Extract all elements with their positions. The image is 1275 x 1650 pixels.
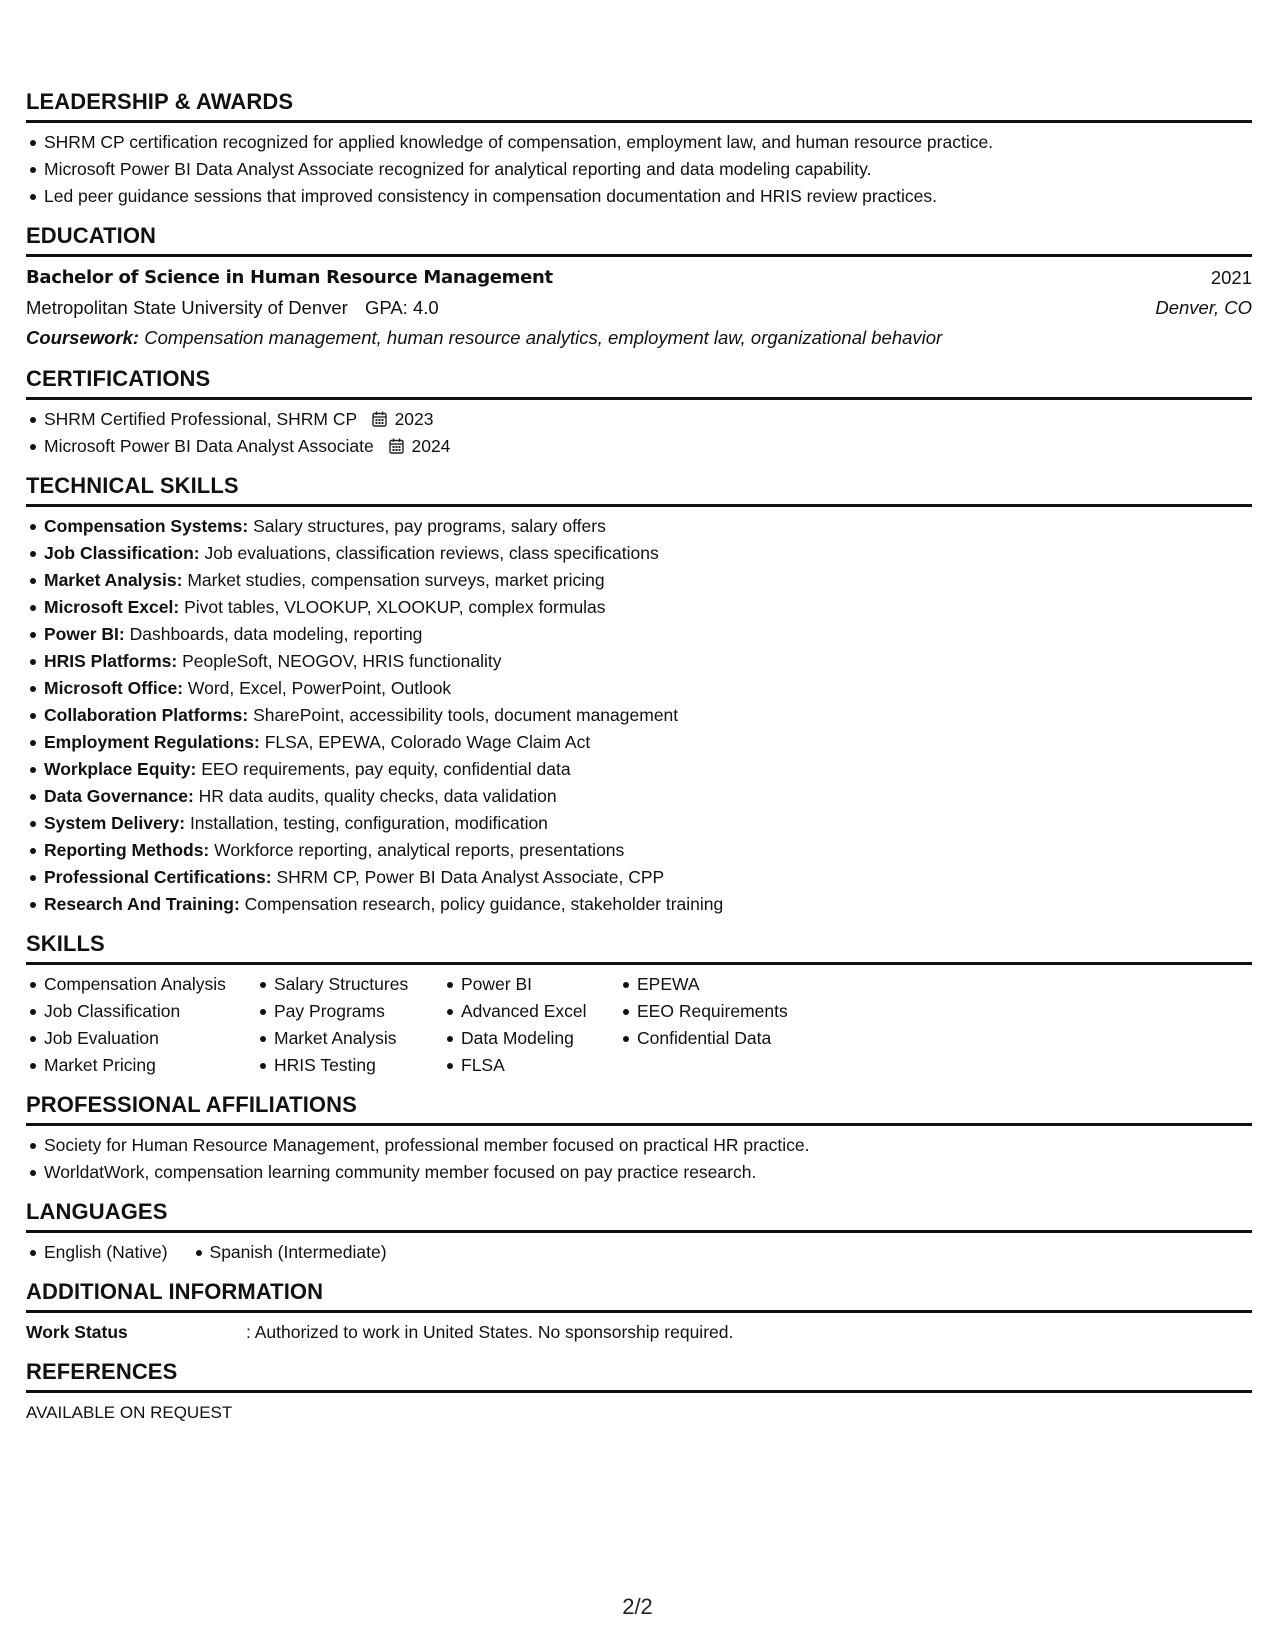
list-item	[26, 783, 1252, 810]
list-item: Society for Human Resource Management, professional member focused on practical HR practice.	[26, 1132, 1252, 1159]
certification-name: SHRM Certified Professional, SHRM CP	[44, 409, 357, 429]
skill-label: Workplace Equity:	[44, 759, 197, 779]
skill-value: Installation, testing, configuration, modification	[189, 813, 548, 833]
skill-value: HR data audits, quality checks, data validation	[198, 786, 557, 806]
list-item: Pay Programs	[256, 998, 443, 1025]
skill-label: System Delivery:	[44, 813, 186, 833]
skill-label: Job Classification:	[44, 543, 200, 563]
affiliations-list	[26, 1132, 1252, 1186]
certifications-section	[26, 365, 1252, 460]
list-item	[26, 864, 1252, 891]
list-item	[26, 594, 1252, 621]
school-location: Denver, CO	[1155, 297, 1252, 318]
list-item	[26, 406, 1252, 433]
skill-label: Microsoft Office:	[44, 678, 184, 698]
list-item: HRIS Testing	[256, 1052, 443, 1079]
skills-column	[443, 971, 619, 1079]
skill-value: SharePoint, accessibility tools, document management	[253, 705, 679, 725]
references-section	[26, 1358, 1252, 1426]
skill-value: Workforce reporting, analytical reports, presentations	[214, 840, 625, 860]
list-item: Power BI	[443, 971, 619, 998]
list-item: Data Modeling	[443, 1025, 619, 1052]
list-item: Job Classification	[26, 998, 256, 1025]
resume-page	[26, 88, 1252, 1438]
list-item: Job Evaluation	[26, 1025, 256, 1052]
skill-label: Research And Training:	[44, 894, 240, 914]
list-item	[26, 648, 1252, 675]
list-item	[26, 433, 1252, 460]
list-item	[26, 513, 1252, 540]
school-name: Metropolitan State University of Denver	[26, 297, 348, 318]
language-item: English (Native)	[26, 1239, 168, 1266]
list-item: WorldatWork, compensation learning community member focused on pay practice research.	[26, 1159, 1252, 1186]
skills-column	[26, 971, 256, 1079]
technical-skills-section	[26, 472, 1252, 918]
section-heading: REFERENCES	[26, 1358, 1252, 1393]
skill-value: SHRM CP, Power BI Data Analyst Associate, CPP	[276, 867, 665, 887]
work-status-value: : Authorized to work in United States. No sponsorship required.	[246, 1322, 734, 1342]
skill-label: HRIS Platforms:	[44, 651, 178, 671]
list-item: Led peer guidance sessions that improved consistency in compensation documentation and HRIS review practices.	[26, 183, 1252, 210]
leadership-section	[26, 88, 1252, 210]
calendar-icon	[372, 411, 387, 427]
skills-column	[619, 971, 839, 1079]
work-status-label: Work Status	[26, 1322, 128, 1342]
section-heading: SKILLS	[26, 930, 1252, 965]
list-item	[26, 540, 1252, 567]
list-item	[26, 891, 1252, 918]
languages-list	[26, 1239, 1252, 1266]
gpa: GPA: 4.0	[364, 297, 439, 318]
certification-year: 2023	[394, 409, 434, 429]
calendar-icon	[389, 438, 404, 454]
certifications-list	[26, 406, 1252, 460]
skill-label: Market Analysis:	[44, 570, 183, 590]
skill-value: FLSA, EPEWA, Colorado Wage Claim Act	[264, 732, 591, 752]
section-heading: LANGUAGES	[26, 1198, 1252, 1233]
section-heading: EDUCATION	[26, 222, 1252, 257]
skill-label: Data Governance:	[44, 786, 194, 806]
section-heading: PROFESSIONAL AFFILIATIONS	[26, 1091, 1252, 1126]
skill-label: Reporting Methods:	[44, 840, 210, 860]
skills-section	[26, 930, 1252, 1079]
skill-label: Employment Regulations:	[44, 732, 260, 752]
work-status-row	[26, 1319, 1252, 1346]
skill-label: Power BI:	[44, 624, 125, 644]
skill-value: PeopleSoft, NEOGOV, HRIS functionality	[182, 651, 502, 671]
section-heading: ADDITIONAL INFORMATION	[26, 1278, 1252, 1313]
skill-label: Microsoft Excel:	[44, 597, 180, 617]
skill-value: Pivot tables, VLOOKUP, XLOOKUP, complex formulas	[184, 597, 606, 617]
technical-skills-list	[26, 513, 1252, 918]
education-school-row	[26, 293, 1252, 323]
list-item: EPEWA	[619, 971, 839, 998]
language-item: Spanish (Intermediate)	[192, 1239, 387, 1266]
list-item: EEO Requirements	[619, 998, 839, 1025]
certification-year: 2024	[411, 436, 451, 456]
graduation-year: 2021	[1210, 267, 1252, 288]
section-heading: LEADERSHIP & AWARDS	[26, 88, 1252, 123]
coursework	[26, 323, 1252, 353]
section-heading: TECHNICAL SKILLS	[26, 472, 1252, 507]
list-item	[26, 756, 1252, 783]
skill-value: Dashboards, data modeling, reporting	[129, 624, 423, 644]
degree-title: Bachelor of Science in Human Resource Management	[26, 267, 553, 288]
coursework-text: Compensation management, human resource analytics, employment law, organizational behavior	[144, 327, 943, 348]
skill-value: Compensation research, policy guidance, stakeholder training	[244, 894, 724, 914]
skill-label: Professional Certifications:	[44, 867, 272, 887]
list-item: Salary Structures	[256, 971, 443, 998]
skill-label: Compensation Systems:	[44, 516, 249, 536]
list-item	[26, 729, 1252, 756]
list-item: SHRM CP certification recognized for applied knowledge of compensation, employment law, and human resource practice.	[26, 129, 1252, 156]
list-item	[26, 675, 1252, 702]
list-item: Market Analysis	[256, 1025, 443, 1052]
skill-value: Word, Excel, PowerPoint, Outlook	[187, 678, 452, 698]
additional-info-section	[26, 1278, 1252, 1346]
list-item: Advanced Excel	[443, 998, 619, 1025]
education-degree-row	[26, 263, 1252, 293]
list-item	[26, 621, 1252, 648]
list-item: Compensation Analysis	[26, 971, 256, 998]
leadership-list	[26, 129, 1252, 210]
list-item	[26, 567, 1252, 594]
skill-value: Market studies, compensation surveys, market pricing	[187, 570, 605, 590]
languages-section	[26, 1198, 1252, 1266]
list-item	[26, 810, 1252, 837]
list-item: Confidential Data	[619, 1025, 839, 1052]
list-item	[26, 837, 1252, 864]
list-item: Microsoft Power BI Data Analyst Associate recognized for analytical reporting and data modeling capability.	[26, 156, 1252, 183]
certification-name: Microsoft Power BI Data Analyst Associate	[44, 436, 374, 456]
list-item	[26, 702, 1252, 729]
coursework-label: Coursework:	[26, 327, 140, 348]
list-item: Market Pricing	[26, 1052, 256, 1079]
skill-value: Salary structures, pay programs, salary offers	[253, 516, 606, 536]
references-text: AVAILABLE ON REQUEST	[26, 1403, 233, 1422]
skills-column	[256, 971, 443, 1079]
skill-value: EEO requirements, pay equity, confidential data	[201, 759, 571, 779]
skills-grid	[26, 971, 1252, 1079]
section-heading: CERTIFICATIONS	[26, 365, 1252, 400]
skill-label: Collaboration Platforms:	[44, 705, 249, 725]
skill-value: Job evaluations, classification reviews, class specifications	[204, 543, 659, 563]
affiliations-section	[26, 1091, 1252, 1186]
page-number: 2/2	[622, 1594, 653, 1619]
list-item: FLSA	[443, 1052, 619, 1079]
education-section	[26, 222, 1252, 353]
